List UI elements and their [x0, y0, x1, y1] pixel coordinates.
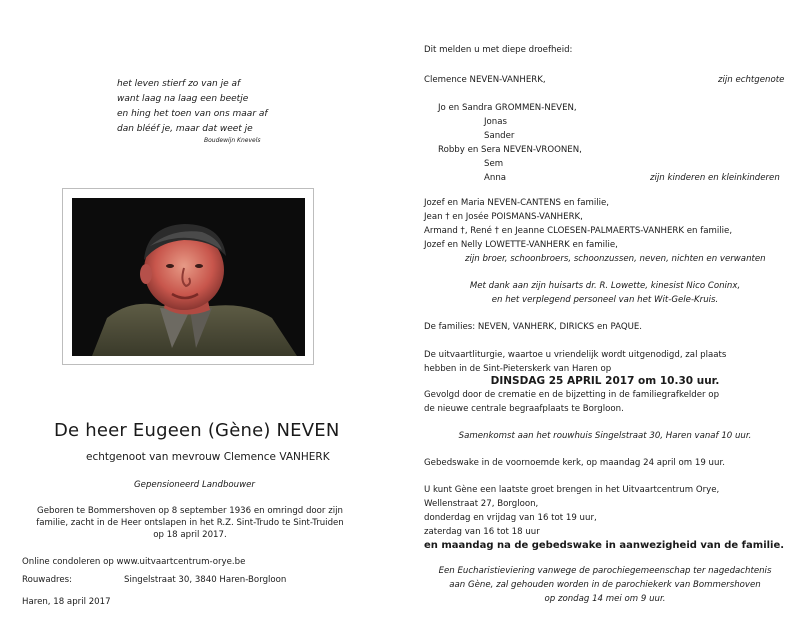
- farewell-line: Wellenstraat 27, Borgloon,: [424, 499, 539, 509]
- place-date: Haren, 18 april 2017: [22, 597, 111, 607]
- farewell-line: zaterdag van 16 tot 18 uur: [424, 527, 540, 537]
- grandchild: Sem: [484, 159, 504, 169]
- grandchild: Jonas: [484, 117, 507, 127]
- liturgy-line: De uitvaartliturgie, waartoe u vriendelijk wordt uitgenodigd, zal plaats: [424, 350, 727, 360]
- online-condolences: Online condoleren op www.uitvaartcentrum-orye.be: [22, 557, 246, 567]
- wake-line: Gebedswake in de voornoemde kerk, op maandag 24 april om 19 uur.: [424, 458, 725, 468]
- child-family: Jo en Sandra GROMMEN-NEVEN,: [438, 103, 577, 113]
- grandchild: Anna: [484, 173, 507, 183]
- eucharist-line: op zondag 14 mei om 9 uur.: [544, 594, 666, 604]
- occupation: Gepensioneerd Landbouwer: [134, 480, 255, 490]
- poem-author: Boudewijn Knevels: [204, 137, 261, 144]
- farewell-bold-line: en maandag na de gebedswake in aanwezigheid van de familie.: [424, 540, 785, 551]
- burial-line: de nieuwe centrale begraafplaats te Borgloon.: [424, 404, 624, 414]
- eucharist-line: Een Eucharistieviering vanwege de parochiegemeenschap ter nagedachtenis: [438, 566, 772, 576]
- farewell-line: donderdag en vrijdag van 16 tot 19 uur,: [424, 513, 597, 523]
- bio-line: Geboren te Bommershoven op 8 september 1936 en omringd door zijn: [37, 506, 343, 516]
- poem-line: en hing het toen van ons maar af: [117, 109, 268, 119]
- siblings-role: zijn broer, schoonbroers, schoonzussen, neven, nichten en verwanten: [465, 254, 766, 264]
- gathering-line: Samenkomst aan het rouwhuis Singelstraat 30, Haren vanaf 10 uur.: [458, 431, 752, 441]
- families-line: De families: NEVEN, VANHERK, DIRICKS en PAQUE.: [424, 322, 643, 332]
- children-role: zijn kinderen en kleinkinderen: [650, 173, 780, 183]
- service-date: DINSDAG 25 APRIL 2017 om 10.30 uur.: [490, 375, 720, 387]
- grandchild: Sander: [484, 131, 515, 141]
- poem-line: het leven stierf zo van je af: [117, 79, 241, 89]
- sibling-family: Armand †, René † en Jeanne CLOESEN-PALMAERTS-VANHERK en familie,: [424, 226, 733, 236]
- poem-line: want laag na laag een beetje: [117, 94, 249, 104]
- poem-line: dan blééf je, maar dat weet je: [117, 124, 253, 134]
- farewell-line: U kunt Gène een laatste groet brengen in het Uitvaartcentrum Orye,: [424, 485, 720, 495]
- portrait-frame: [62, 188, 314, 365]
- child-family: Robby en Sera NEVEN-VROONEN,: [438, 145, 582, 155]
- portrait-photo: [72, 198, 305, 356]
- bio-line: familie, zacht in de Heer ontslapen in het R.Z. Sint-Trudo te Sint-Truiden: [36, 518, 344, 528]
- burial-line: Gevolgd door de crematie en de bijzetting in de familiegrafkelder op: [424, 390, 720, 400]
- bio-line: op 18 april 2017.: [153, 530, 227, 540]
- address-label: Rouwadres:: [22, 575, 73, 585]
- address: Singelstraat 30, 3840 Haren-Borgloon: [124, 575, 287, 585]
- sibling-family: Jean † en Josée POISMANS-VANHERK,: [424, 212, 583, 222]
- spouse-name: Clemence NEVEN-VANHERK,: [424, 75, 546, 85]
- portrait-illustration: [72, 198, 305, 356]
- spouse-role: zijn echtgenote: [718, 75, 785, 85]
- announcement-intro: Dit melden u met diepe droefheid:: [424, 45, 573, 55]
- sibling-family: Jozef en Maria NEVEN-CANTENS en familie,: [424, 198, 610, 208]
- deceased-name: De heer Eugeen (Gène) NEVEN: [54, 420, 340, 441]
- thanks-line: Met dank aan zijn huisarts dr. R. Lowette, kinesist Nico Coninx,: [469, 281, 741, 291]
- thanks-line: en het verplegend personeel van het Wit-Gele-Kruis.: [491, 295, 719, 305]
- liturgy-line: hebben in de Sint-Pieterskerk van Haren op: [424, 364, 612, 374]
- eucharist-line: aan Gène, zal gehouden worden in de parochiekerk van Bommershoven: [449, 580, 761, 590]
- spouse-line: echtgenoot van mevrouw Clemence VANHERK: [86, 451, 330, 463]
- sibling-family: Jozef en Nelly LOWETTE-VANHERK en familie,: [424, 240, 618, 250]
